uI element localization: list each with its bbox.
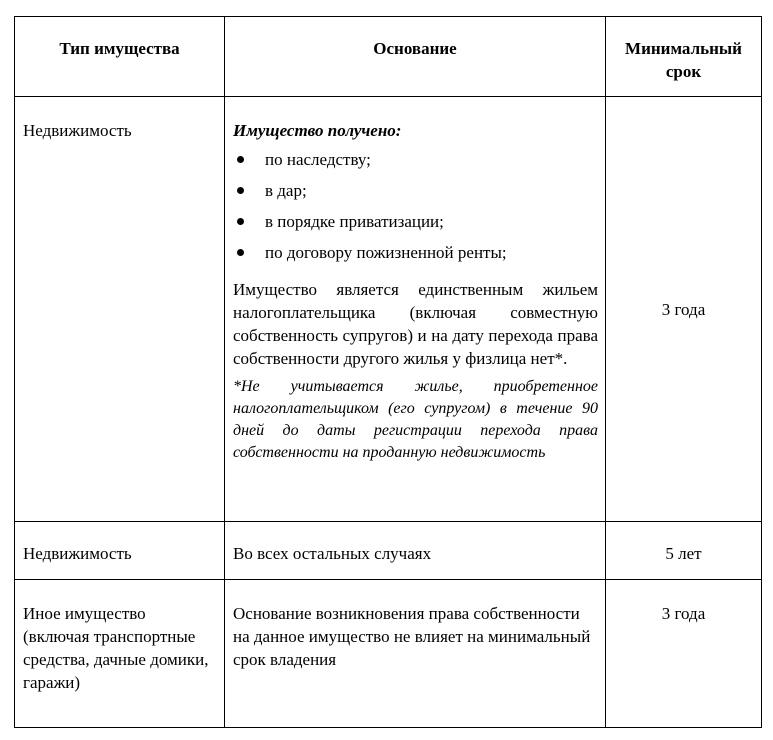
row-basis: Во всех остальных случаях [225, 522, 606, 580]
bullet-icon [237, 187, 244, 194]
header-property-type: Тип имущества [15, 17, 225, 97]
bullet-icon [237, 218, 244, 225]
row-minimum-term: 3 года [606, 97, 762, 522]
basis-footnote: *Не учитывается жилье, приобретенное налогоплательщиком (его супругом) в течение 90 дней до даты регистрации перехода права собственности на проданную недвижимость [233, 378, 598, 461]
list-item-text: по наследству; [265, 150, 371, 169]
header-minimum-term: Минимальный срок [606, 17, 762, 97]
row-basis [225, 97, 606, 522]
basis-lead: Имущество получено: [233, 121, 402, 140]
row-property-type: Иное имущество (включая транспортные средства, дачные домики, гаражи) [15, 580, 225, 728]
basis-list [233, 148, 598, 272]
bullet-icon [237, 249, 244, 256]
row-minimum-term: 3 года [606, 580, 762, 728]
row-property-type: Недвижимость [15, 97, 225, 522]
row-basis: Основание возникновения права собственности на данное имущество не влияет на минимальный срок владения [225, 580, 606, 728]
list-item-text: в дар; [265, 181, 307, 200]
bullet-icon [237, 156, 244, 163]
table-row [15, 97, 762, 522]
list-item [233, 241, 598, 272]
list-item-text: по договору пожизненной ренты; [265, 243, 507, 262]
row-property-type: Недвижимость [15, 522, 225, 580]
list-item-text: в порядке приватизации; [265, 212, 444, 231]
list-item [233, 179, 598, 210]
basis-text: Имущество является единственным жильем налогоплательщика (включая совместную собственность супругов) и на дату перехода права собственности другого жилья у физлица нет*. [233, 280, 598, 368]
header-basis: Основание [225, 17, 606, 97]
table-header-row [15, 17, 762, 97]
list-item [233, 210, 598, 241]
list-item [233, 148, 598, 179]
table-row [15, 522, 762, 580]
property-term-table [14, 16, 762, 728]
table-row [15, 580, 762, 728]
row-minimum-term: 5 лет [606, 522, 762, 580]
